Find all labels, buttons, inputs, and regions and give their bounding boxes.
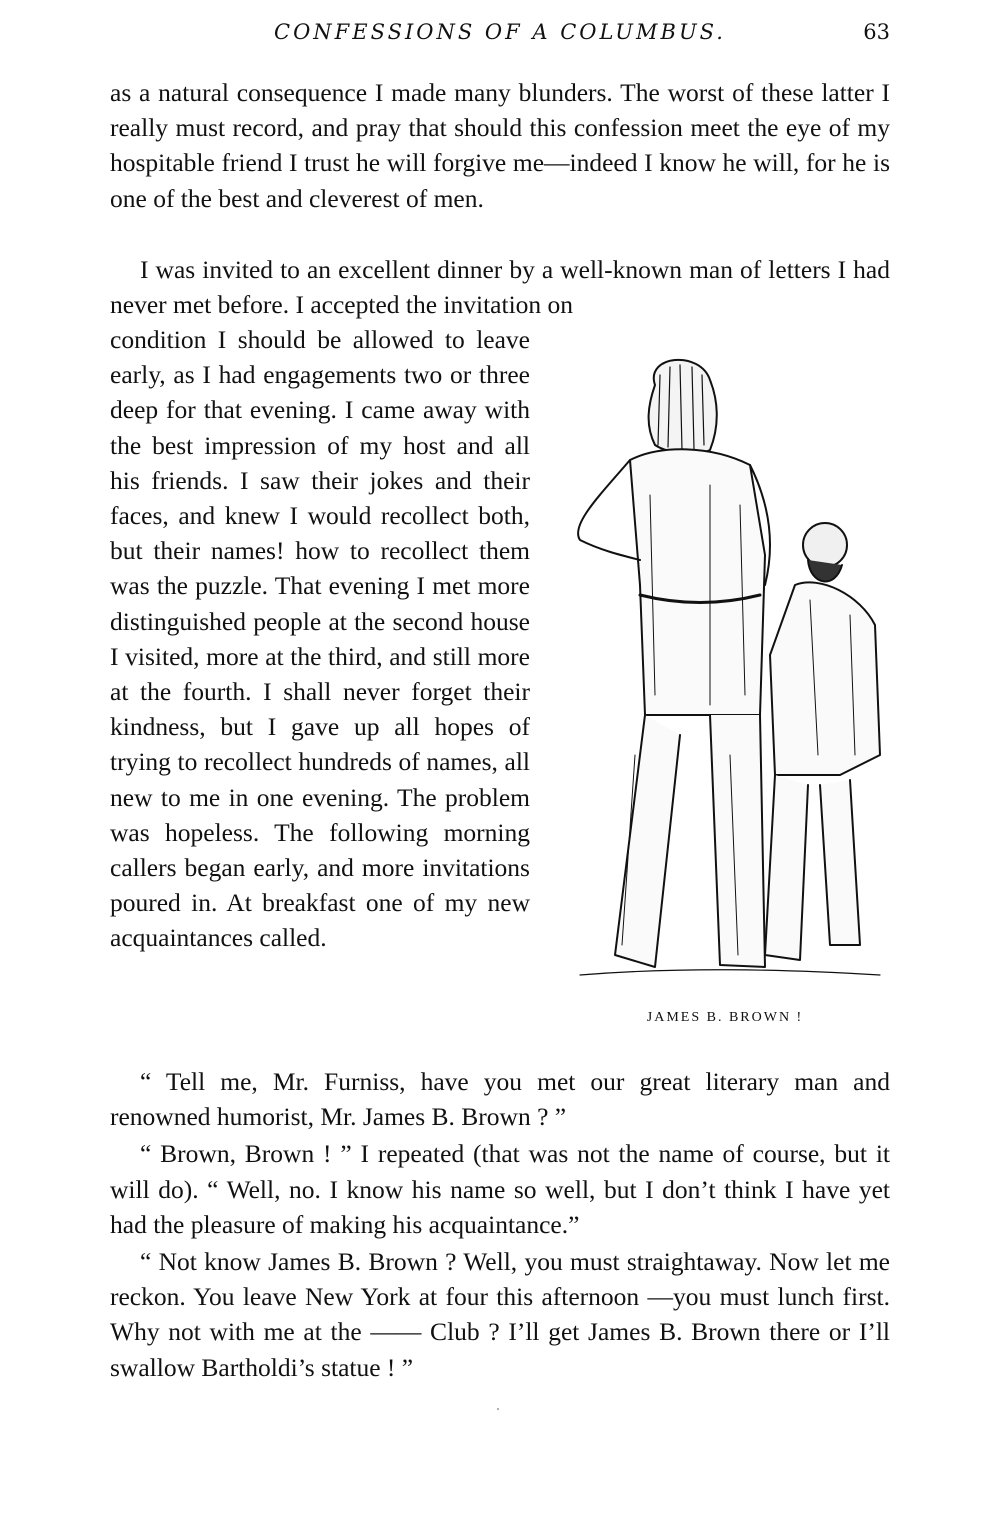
dialogue-paragraph-2: “ Brown, Brown ! ” I repeated (that was not the name of course, but it will do). “ Well, no. I know his name so well, but I don’t think I have yet had the pleasure of making his acquaintance.” <box>110 1139 890 1239</box>
page-header <box>110 20 890 56</box>
illustration-tall-man-and-short-man <box>560 355 890 985</box>
ink-speck <box>497 1408 499 1410</box>
dialogue-block <box>110 1064 890 1385</box>
page-number: 63 <box>863 20 890 44</box>
paragraph-2-full-width: I was invited to an excellent dinner by a well-known man of letters I had never met before. I accepted the invitation on <box>110 255 890 320</box>
illustration-caption: JAMES B. BROWN ! <box>646 1010 804 1025</box>
paragraph-1: as a natural consequence I made many blunders. The worst of these latter I really must record, and pray that should this confession meet the eye of my hospitable friend I trust he will forgive me—indeed I know he will, for he is one of the best and cleverest of men. <box>110 78 890 213</box>
dialogue-paragraph-1: “ Tell me, Mr. Furniss, have you met our great literary man and renowned humorist, Mr. James B. Brown ? ” <box>110 1067 890 1132</box>
running-head: CONFESSIONS OF A COLUMBUS. <box>274 20 726 44</box>
paragraph-2-beside-illustration: condition I should be allowed to leave early, as I had engagements two or three deep for that evening. I came away with the best impression of my host and all his friends. I saw their jokes and their faces, and knew I would recollect both, but their names! how to recollect them was the puzzle. That evening I met more distinguished people at the second house I visited, more at the third, and still more at the fourth. I shall never forget their kindness, but I gave up all hopes of trying to recollect hundreds of names, all new to me in one evening. The problem was hopeless. The following morning callers began early, and more invitations poured in. At breakfast one of my new acquaintances called. <box>110 325 530 953</box>
dialogue-paragraph-3: “ Not know James B. Brown ? Well, you must straightaway. Now let me reckon. You leave New York at four this afternoon —you must lunch first. Why not with me at the —— Club ? I’ll get James B. Brown there or I’ll swallow Bartholdi’s statue ! ” <box>110 1247 890 1382</box>
